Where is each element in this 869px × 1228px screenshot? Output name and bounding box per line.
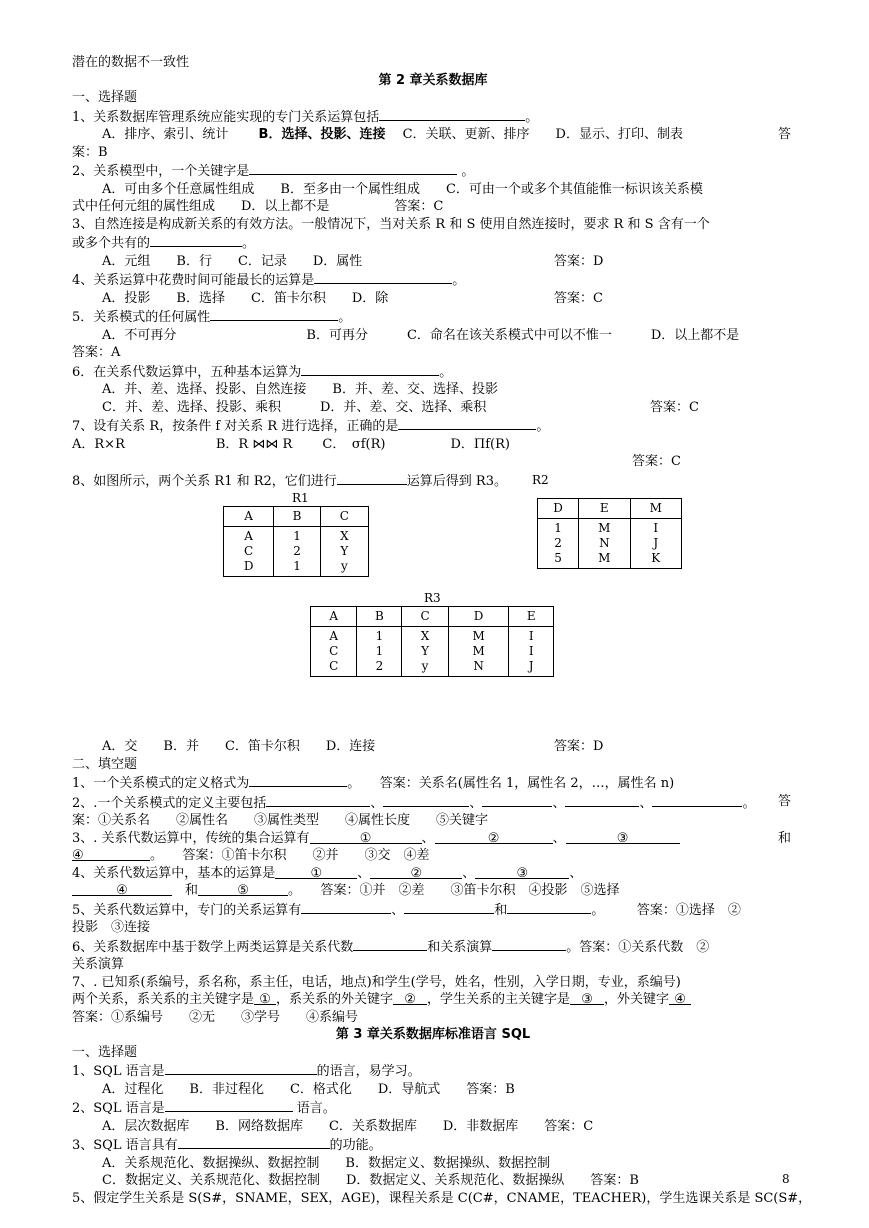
table-cell: I J K [630, 519, 681, 569]
f3-answer: ④ 。 答案：①笛卡尔积 ②并 ③交 ④差 [72, 848, 430, 863]
r1-table [223, 506, 369, 577]
q6: 6．在关系代数运算中，五种基本运算为 。 [72, 362, 794, 382]
table-cell: A C C [311, 627, 357, 677]
section-fill-heading: 二、填空题 [72, 756, 138, 772]
q4: 4、关系运算中花费时间可能最长的运算是 。 [72, 270, 794, 290]
ch3-q3-options-2: C．数据定义、关系规范化、数据控制 D．数据定义、关系规范化、数据操纵 答案：B [102, 1173, 639, 1188]
table-cell: A C D [224, 527, 274, 577]
q2-options-1: A．可由多个任意属性组成 B．至多由一个属性组成 C．可由一个或多个其值能惟一标识该关系模 [102, 181, 703, 197]
table-cell: X Y y [402, 627, 448, 677]
page-number: 8 [782, 1172, 790, 1186]
ch3-section-choice: 一、选择题 [72, 1044, 138, 1060]
header-cell: E [509, 607, 554, 627]
r2-table [537, 498, 682, 569]
f5-cont: 投影 ③连接 [72, 920, 151, 935]
f4: 4、关系代数运算中，基本的运算是 ① 、 ② 、 ③ 、 [72, 865, 583, 881]
q6-options-2: C．并、差、选择、投影、乘积 D．并、差、交、选择、乘积 答案：C [102, 399, 699, 415]
header-cell: E [579, 499, 630, 519]
document-page [72, 54, 812, 1207]
f4-answer: ④ 和 ⑤ 。 答案：①并 ②差 ③笛卡尔积 ④投影 ⑤选择 [72, 882, 794, 900]
q1-answer: 案：B [72, 144, 108, 160]
table-cell: 1 2 5 [538, 519, 579, 569]
q5-options: A．不可再分 B．可再分 C．命名在该关系模式中可以不惟一 D．以上都不是 [102, 327, 740, 343]
header-cell: M [630, 499, 681, 519]
f6: 6、关系数据库中基于数学上两类运算是关系代数 和关系演算 。答案：①关系代数 ② [72, 937, 794, 957]
header-cell: D [538, 499, 579, 519]
f6-cont: 关系演算 [72, 957, 125, 972]
header-cell: C [402, 607, 448, 627]
f2: 2、.一个关系模式的定义主要包括 、 、 、 、 。 答 [72, 793, 792, 811]
q1: 1、关系数据库管理系统应能实现的专门关系运算包括 。 [72, 107, 794, 127]
q3-cont: 或多个共有的 。 [72, 233, 794, 253]
answer-blank [249, 161, 457, 175]
f7-cont: 两个关系，系关系的主关键字是 ① ，系关系的外关键字 ② ，学生关系的主关键字是 ③ ，外关键字 ④ [72, 991, 794, 1009]
ch3-q5: 5、假定学生关系是 S(S#，SNAME，SEX，AGE)，课程关系是 C(C#，CNAME，TEACHER)，学生选课关系是 SC(S#， [72, 1190, 812, 1206]
ch3-q1-options: A．过程化 B．非过程化 C．格式化 D．导航式 答案：B [102, 1081, 515, 1097]
table-cell: 1 1 2 [357, 627, 402, 677]
f7: 7、. 已知系(系编号，系名称，系主任，电话，地点)和学生(学号，姓名，性别，入学日期，专业，系编号) [72, 974, 681, 990]
header-line: 潜在的数据不一致性 [72, 55, 190, 70]
chapter3-title: 第 3 章关系数据库标准语言 SQL [335, 1027, 531, 1042]
table-row [311, 627, 554, 677]
table-row [538, 499, 682, 519]
table-row [224, 507, 369, 527]
q7: 7、设有关系 R，按条件 f 对关系 R 进行选择，正确的是 。 [72, 416, 794, 436]
table-cell: I I J [509, 627, 554, 677]
f1: 1、一个关系模式的定义格式为 。 答案：关系名(属性名 1，属性名 2，…，属性名 n) [72, 773, 794, 793]
q6-options-1: A．并、差、选择、投影、自然连接 B．并、差、交、选择、投影 [102, 382, 498, 397]
header-cell: A [311, 607, 357, 627]
answer-blank [249, 773, 347, 787]
table-row [311, 607, 554, 627]
answer-blank [301, 362, 439, 376]
table-cell: M N M [579, 519, 630, 569]
table-row [538, 519, 682, 569]
f3: 3、. 关系代数运算中，传统的集合运算有 ① 、 ② 、 ③ 和 [72, 830, 792, 846]
f7-answer: 答案：①系编号 ②无 ③学号 ④系编号 [72, 1009, 359, 1025]
ch3-q3: 3、SQL 语言具有 的功能。 [72, 1135, 794, 1155]
r3-table [310, 606, 554, 677]
table-row [224, 527, 369, 577]
q7-options: A．R×R B．R ⋈⋈ R C． σf(R) D．Пf(R) [72, 436, 510, 452]
header-cell: A [224, 507, 274, 527]
q8: 8、如图所示，两个关系 R1 和 R2，它们进行 运算后得到 R3。 [72, 471, 794, 491]
ch3-q3-options-1: A．关系规范化、数据操纵、数据控制 B．数据定义、数据操纵、数据控制 [102, 1155, 550, 1171]
q8-options: A．交 B．并 C．笛卡尔积 D．连接 答案：D [102, 739, 604, 754]
q4-options: A．投影 B．选择 C．笛卡尔积 D．除 答案：C [102, 290, 603, 306]
ch3-q2: 2、SQL 语言是 语言。 [72, 1098, 794, 1118]
answer-blank [337, 471, 407, 485]
header-cell: B [357, 607, 402, 627]
table-cell: 1 2 1 [274, 527, 321, 577]
f2-answer: 案：①关系名 ②属性名 ③属性类型 ④属性长度 ⑤关键字 [72, 813, 489, 828]
q3: 3、自然连接是构成新关系的有效方法。一般情况下，当对关系 R 和 S 使用自然连接时，要求 R 和 S 含有一个 [72, 216, 710, 232]
section-choice-heading: 一、选择题 [72, 90, 138, 105]
q7-answer: 答案：C [632, 454, 681, 469]
r2-caption: R2 [532, 473, 549, 487]
table-cell: X Y y [320, 527, 368, 577]
answer-blank [210, 307, 338, 321]
q5-answer: 答案：A [72, 345, 121, 360]
table-cell: M M N [448, 627, 509, 677]
q3-options: A．元组 B．行 C．记录 D．属性 答案：D [102, 253, 604, 269]
f5: 5、关系代数运算中，专门的关系运算有 、 和 。 答案：①选择 ② [72, 900, 794, 920]
q2-options-2: 式中任何元组的属性组成 D．以上都不是 答案：C [72, 199, 444, 214]
answer-blank [379, 107, 525, 121]
q1-options: A．排序、索引、统计 B．选择、投影、连接 C．关联、更新、排序 D．显示、打印、制表 答 [102, 127, 792, 142]
r1-caption: R1 [292, 491, 309, 505]
chapter2-title: 第 2 章关系数据库 [378, 72, 488, 88]
answer-blank [398, 416, 536, 430]
answer-blank [150, 233, 242, 247]
header-cell: C [320, 507, 368, 527]
q5: 5．关系模式的任何属性 。 [72, 307, 794, 327]
header-cell: D [448, 607, 509, 627]
header-cell: B [274, 507, 321, 527]
answer-blank [314, 270, 452, 284]
r3-caption: R3 [424, 591, 441, 605]
ch3-q2-options: A．层次数据库 B．网络数据库 C．关系数据库 D．非数据库 答案：C [102, 1118, 594, 1134]
q2: 2、关系模型中，一个关键字是 。 [72, 161, 794, 181]
ch3-q1: 1、SQL 语言是 的语言，易学习。 [72, 1061, 794, 1081]
